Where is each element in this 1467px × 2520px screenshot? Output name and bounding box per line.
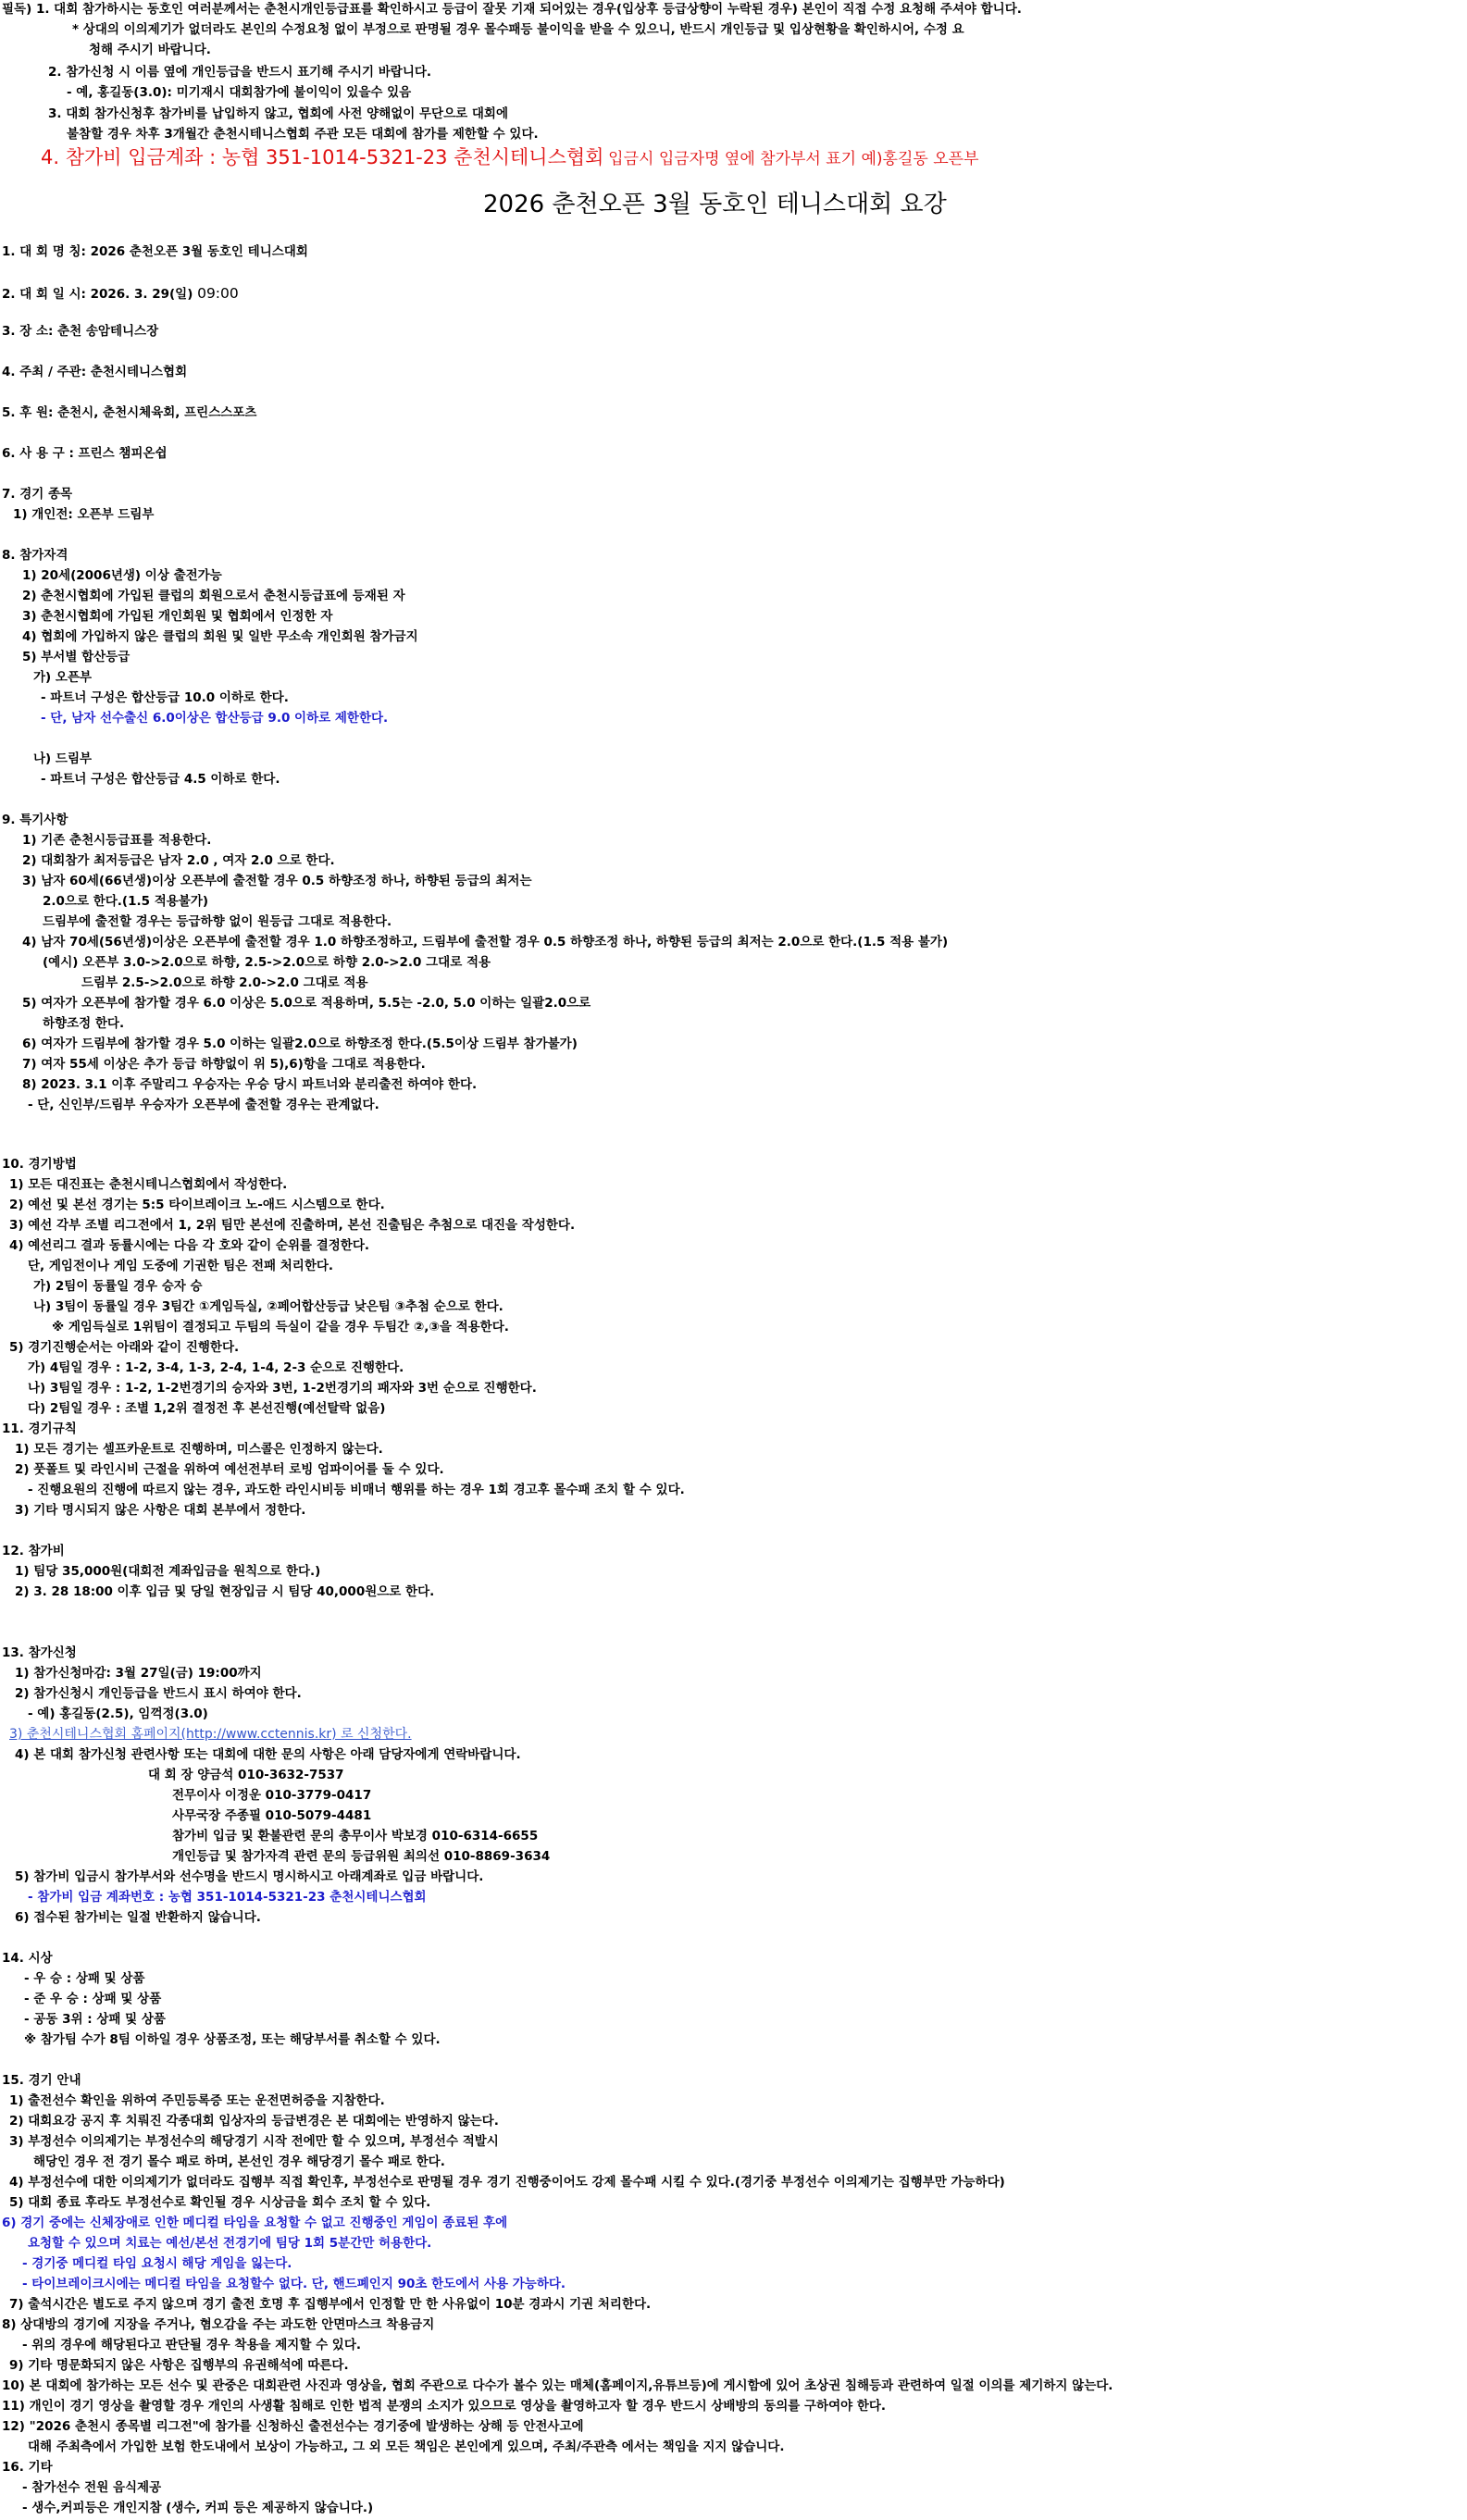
contact-line: 개인등급 및 참가자격 관련 문의 등급위원 최의선 010-8869-3634 xyxy=(172,1849,551,1864)
notice-line-3: 청해 주시기 바랍니다. xyxy=(89,43,211,57)
sec15-line: 9) 기타 명문화되지 않은 사항은 집행부의 유권해석에 따른다. xyxy=(9,2358,349,2373)
sec9-line: 7) 여자 55세 이상은 추가 등급 하향없이 위 5),6)항을 그대로 적용한다. xyxy=(22,1057,426,1072)
sec2-date xyxy=(2,287,239,302)
page-title: 2026 춘천오픈 3월 동호인 테니스대회 요강 xyxy=(483,191,947,218)
contact-line: 전무이사 이정운 010-3779-0417 xyxy=(172,1788,372,1803)
sec15-line: 3) 부정선수 이의제기는 부정선수의 해당경기 시작 전에만 할 수 있으며, 부정선수 적발시 xyxy=(9,2134,499,2149)
sec9-line: 5) 여자가 오픈부에 참가할 경우 6.0 이상은 5.0으로 적용하며, 5.5는 -2.0, 5.0 이하는 일괄2.0으로 xyxy=(22,996,591,1011)
sec10-line: 나) 3팀일 경우 : 1-2, 1-2번경기의 승자와 3번, 1-2번경기의 패자와 3번 순으로 진행한다. xyxy=(28,1381,537,1396)
contact-line: 사무국장 주종필 010-5079-4481 xyxy=(172,1808,372,1823)
sec1-name: 1. 대 회 명 칭: 2026 춘천오픈 3월 동호인 테니스대회 xyxy=(2,244,308,259)
sec13-line: 5) 참가비 입금시 참가부서와 선수명을 반드시 명시하시고 아래계좌로 입금 바랍니다. xyxy=(15,1869,484,1884)
contact-line: 참가비 입금 및 환불관련 문의 총무이사 박보경 010-6314-6655 xyxy=(172,1829,539,1843)
sec7-heading: 7. 경기 종목 xyxy=(2,487,73,502)
sec15-line: 12) "2026 춘천시 종목별 리그전"에 참가를 신청하신 출전선수는 경기중에 발생하는 상해 등 안전사고에 xyxy=(2,2419,584,2434)
account-note: 입금시 입금자명 옆에 참가부서 표기 예)홍길동 오픈부 xyxy=(608,150,979,168)
sec15-line: 2) 대회요강 공지 후 치뤄진 각종대회 입상자의 등급변경은 본 대회에는 반영하지 않는다. xyxy=(9,2114,499,2129)
sec8-line: - 파트너 구성은 합산등급 4.5 이하로 한다. xyxy=(41,772,280,787)
sec16-line: - 생수,커피등은 개인지참 (생수, 커피 등은 제공하지 않습니다.) xyxy=(22,2501,374,2515)
sec8-line: 나) 드림부 xyxy=(33,751,93,766)
sec5-sponsor: 5. 후 원: 춘천시, 춘천시체육회, 프린스스포츠 xyxy=(2,405,257,420)
sec11-line: 2) 풋폴트 및 라인시비 근절을 위하여 예선전부터 로빙 엄파이어를 둘 수 있다. xyxy=(15,1462,444,1477)
sec13-line: - 예) 홍길동(2.5), 임꺽정(3.0) xyxy=(28,1707,208,1721)
sec15-line-highlight: - 타이브레이크시에는 메디컬 타임을 요청할수 없다. 단, 핸드폐인지 90초 한도에서 사용 가능하다. xyxy=(22,2277,566,2291)
sec14-line: - 준 우 승 : 상패 및 상품 xyxy=(24,1992,162,2006)
sec15-line: 해당인 경우 전 경기 몰수 패로 하며, 본선인 경우 해당경기 몰수 패로 한다. xyxy=(33,2154,445,2169)
sec8-line: 4) 협회에 가입하지 않은 클럽의 회원 및 일반 무소속 개인회원 참가금지 xyxy=(22,629,418,644)
sec8-heading: 8. 참가자격 xyxy=(2,548,68,563)
homepage-link[interactable]: 3) 춘천시테니스협회 홈페이지(http://www.cctennis.kr) 로 신청한다. xyxy=(9,1727,412,1742)
sec9-line: 3) 남자 60세(66년생)이상 오픈부에 출전할 경우 0.5 하향조정 하나, 하향된 등급의 최저는 xyxy=(22,874,532,888)
sec10-line: 3) 예선 각부 조별 리그전에서 1, 2위 팀만 본선에 진출하며, 본선 진출팀은 추첨으로 대진을 작성한다. xyxy=(9,1218,576,1233)
sec13-line: 1) 참가신청마감: 3월 27일(금) 19:00까지 xyxy=(15,1666,262,1681)
sec13-heading: 13. 참가신청 xyxy=(2,1645,77,1660)
sec13-line: 6) 접수된 참가비는 일절 반환하지 않습니다. xyxy=(15,1910,261,1925)
sec15-line-highlight: 6) 경기 중에는 신체장애로 인한 메디컬 타임을 요청할 수 없고 진행중인 게임이 종료된 후에 xyxy=(2,2216,508,2230)
sec15-line: 5) 대회 종료 후라도 부정선수로 확인될 경우 시상금을 회수 조치 할 수 있다. xyxy=(9,2195,431,2210)
sec15-line-highlight: - 경기중 메디컬 타임 요청시 해당 게임을 잃는다. xyxy=(22,2256,292,2271)
sec14-heading: 14. 시상 xyxy=(2,1951,53,1966)
sec9-line: 8) 2023. 3.1 이후 주말리그 우승자는 우승 당시 파트너와 분리출전 하여야 한다. xyxy=(22,1077,478,1092)
sec4-host: 4. 주최 / 주관: 춘천시테니스협회 xyxy=(2,365,188,379)
notice-line-4: 2. 참가신청 시 이름 옆에 개인등급을 반드시 표기해 주시기 바랍니다. xyxy=(48,65,432,80)
sec10-line: 단, 게임전이나 게임 도중에 기권한 팀은 전패 처리한다. xyxy=(28,1259,334,1273)
sec15-line-highlight: 요청할 수 있으며 치료는 예선/본선 전경기에 팀당 1회 5분간만 허용한다. xyxy=(28,2236,432,2251)
sec9-line: 6) 여자가 드림부에 참가할 경우 5.0 이하는 일괄2.0으로 하향조정 한다.(5.5이상 드림부 참가불가) xyxy=(22,1037,578,1051)
sec15-line: 대해 주최측에서 가입한 보험 한도내에서 보상이 가능하고, 그 외 모든 책임은 본인에게 있으며, 주최/주관측 에서는 책임을 지지 않습니다. xyxy=(28,2439,785,2454)
sec15-line: - 위의 경우에 해당된다고 판단될 경우 착용을 제지할 수 있다. xyxy=(22,2338,362,2352)
sec10-line: ※ 게임득실로 1위팀이 결정되고 두팀의 득실이 같을 경우 두팀간 ②,③을 적용한다. xyxy=(52,1320,509,1334)
sec13-line: 2) 참가신청시 개인등급을 반드시 표시 하여야 한다. xyxy=(15,1686,302,1701)
sec10-line: 가) 2팀이 동률일 경우 승자 승 xyxy=(33,1279,203,1294)
sec10-line: 5) 경기진행순서는 아래와 같이 진행한다. xyxy=(9,1340,240,1355)
sec9-line: 1) 기존 춘천시등급표를 적용한다. xyxy=(22,833,212,848)
sec8-line: 1) 20세(2006년생) 이상 출전가능 xyxy=(22,568,222,583)
sec9-line: - 단, 신인부/드림부 우승자가 오픈부에 출전할 경우는 관계없다. xyxy=(28,1098,379,1112)
sec15-line: 4) 부정선수에 대한 이의제기가 없더라도 집행부 직접 확인후, 부정선수로 판명될 경우 경기 진행중이어도 강제 몰수패 시킬 수 있다.(경기중 부정선수 이의제기는 집행부만 가능하다) xyxy=(9,2175,1005,2190)
account-number-line: - 참가비 입금 계좌번호 : 농협 351-1014-5321-23 춘천시테니스협회 xyxy=(28,1890,427,1905)
sec15-line: 7) 출석시간은 별도로 주지 않으며 경기 출전 호명 후 집행부에서 인정할 만 한 사유없이 10분 경과시 기권 처리한다. xyxy=(9,2297,652,2312)
sec9-line: 2) 대회참가 최저등급은 남자 2.0 , 여자 2.0 으로 한다. xyxy=(22,853,335,868)
notice-line-2: * 상대의 이의제기가 없더라도 본인의 수정요청 없이 부정으로 판명될 경우 몰수패등 불이익을 받을 수 있으니, 반드시 개인등급 및 입상현황을 확인하시어, 수정 요 xyxy=(72,22,964,37)
sec11-line: - 진행요원의 진행에 따르지 않는 경우, 과도한 라인시비등 비매너 행위를 하는 경우 1회 경고후 몰수패 조치 할 수 있다. xyxy=(28,1483,685,1497)
sec14-line: - 우 승 : 상패 및 상품 xyxy=(24,1971,145,1986)
sec10-line: 4) 예선리그 결과 동률시에는 다음 각 호와 같이 순위를 결정한다. xyxy=(9,1238,370,1253)
sec15-line: 11) 개인이 경기 영상을 촬영할 경우 개인의 사생활 침해로 인한 법적 분쟁의 소지가 있으므로 영상을 촬영하고자 할 경우 반드시 상배방의 동의를 구하여야 한다. xyxy=(2,2399,887,2414)
sec13-line: 4) 본 대회 참가신청 관련사항 또는 대회에 대한 문의 사항은 아래 담당자에게 연락바랍니다. xyxy=(15,1747,521,1762)
sec8-line: 3) 춘천시협회에 가입된 개인회원 및 협회에서 인정한 자 xyxy=(22,609,333,624)
sec2-date-label: 2. 대 회 일 시: 2026. 3. 29(일) xyxy=(2,287,193,302)
notice-line-7: 불참할 경우 차후 3개월간 춘천시테니스협회 주관 모든 대회에 참가를 제한할 수 있다. xyxy=(67,127,539,142)
sec8-line-highlight: - 단, 남자 선수출신 6.0이상은 합산등급 9.0 이하로 제한한다. xyxy=(41,711,389,726)
sec11-heading: 11. 경기규칙 xyxy=(2,1421,77,1436)
sec10-line: 2) 예선 및 본선 경기는 5:5 타이브레이크 노-애드 시스템으로 한다. xyxy=(9,1198,385,1212)
sec9-line: 하향조정 한다. xyxy=(43,1016,125,1031)
sec14-line: - 공동 3위 : 상패 및 상품 xyxy=(24,2012,166,2027)
sec9-line: (예시) 오픈부 3.0->2.0으로 하향, 2.5->2.0으로 하향 2.0->2.0 그대로 적용 xyxy=(43,955,491,970)
sec9-heading: 9. 특기사항 xyxy=(2,813,68,827)
sec12-line: 1) 팀당 35,000원(대회전 계좌입금을 원칙으로 한다.) xyxy=(15,1564,321,1579)
contact-line: 대 회 장 양금석 010-3632-7537 xyxy=(148,1768,344,1782)
sec10-line: 가) 4팀일 경우 : 1-2, 3-4, 1-3, 2-4, 1-4, 2-3 순으로 진행한다. xyxy=(28,1360,404,1375)
notice-line-1: 필독) 1. 대회 참가하시는 동호인 여러분께서는 춘천시개인등급표를 확인하시고 등급이 잘못 기재 되어있는 경우(입상후 등급상향이 누락된 경우) 본인이 직접 수정 요청해 주셔야 합니다. xyxy=(2,2,1022,17)
sec15-heading: 15. 경기 안내 xyxy=(2,2073,81,2088)
sec9-line: 4) 남자 70세(56년생)이상은 오픈부에 출전할 경우 1.0 하향조정하고, 드림부에 출전할 경우 0.5 하향조정 하나, 하향된 등급의 최저는 2.0으로 한다.(1.5 적용 불가) xyxy=(22,935,949,950)
sec10-line: 1) 모든 대진표는 춘천시테니스협회에서 작성한다. xyxy=(9,1177,288,1192)
sec3-venue: 3. 장 소: 춘천 송암테니스장 xyxy=(2,324,159,339)
notice-line-5: - 예, 홍길동(3.0): 미기재시 대회참가에 불이익이 있을수 있음 xyxy=(67,85,412,100)
sec16-heading: 16. 기타 xyxy=(2,2460,53,2475)
notice-line-6: 3. 대회 참가신청후 참가비를 납입하지 않고, 협회에 사전 양해없이 무단으로 대회에 xyxy=(48,106,509,121)
notice-account-line xyxy=(41,148,979,168)
sec15-line: 1) 출전선수 확인을 위하여 주민등록증 또는 운전면허증을 지참한다. xyxy=(9,2093,385,2108)
sec11-line: 3) 기타 명시되지 않은 사항은 대회 본부에서 정한다. xyxy=(15,1503,306,1518)
sec8-line: 2) 춘천시협회에 가입된 클럽의 회원으로서 춘천시등급표에 등재된 자 xyxy=(22,589,405,603)
sec10-line: 나) 3팀이 동률일 경우 3팀간 ①게임득실, ②페어합산등급 낮은팀 ③추첨 순으로 한다. xyxy=(33,1299,504,1314)
sec10-line: 다) 2팀일 경우 : 조별 1,2위 결정전 후 본선진행(예선탈락 없음) xyxy=(28,1401,386,1416)
sec14-line: ※ 참가팀 수가 8팀 이하일 경우 상품조정, 또는 해당부서를 취소할 수 있다. xyxy=(24,2032,441,2047)
sec11-line: 1) 모든 경기는 셀프카운트로 진행하며, 미스콜은 인정하지 않는다. xyxy=(15,1442,383,1457)
sec16-line: - 참가선수 전원 음식제공 xyxy=(22,2480,162,2495)
sec9-line: 드림부 2.5->2.0으로 하향 2.0->2.0 그대로 적용 xyxy=(81,975,368,990)
sec7-line: 1) 개인전: 오픈부 드림부 xyxy=(13,507,155,522)
sec15-line: 8) 상대방의 경기에 지장을 주거나, 혐오감을 주는 과도한 안면마스크 착용금지 xyxy=(2,2317,435,2332)
sec8-line: 5) 부서별 합산등급 xyxy=(22,650,131,664)
sec10-heading: 10. 경기방법 xyxy=(2,1157,77,1172)
sec6-ball: 6. 사 용 구 : 프린스 챔피온쉽 xyxy=(2,446,168,461)
sec12-heading: 12. 참가비 xyxy=(2,1544,65,1558)
sec9-line: 2.0으로 한다.(1.5 적용불가) xyxy=(43,894,209,909)
sec12-line: 2) 3. 28 18:00 이후 입금 및 당일 현장입금 시 팀당 40,000원으로 한다. xyxy=(15,1584,435,1599)
sec15-line: 10) 본 대회에 참가하는 모든 선수 및 관중은 대회관련 사진과 영상을, 협회 주관으로 다수가 볼수 있는 매체(홈페이지,유튜브등)에 게시함에 있어 초상권 침해등과 관련하여 일절 이의를 제기하지 않는다. xyxy=(2,2378,1113,2393)
sec9-line: 드림부에 출전할 경우는 등급하향 없이 원등급 그대로 적용한다. xyxy=(43,914,392,929)
sec8-line: - 파트너 구성은 합산등급 10.0 이하로 한다. xyxy=(41,690,289,705)
sec2-time: 09:00 xyxy=(197,285,239,302)
account-info: 4. 참가비 입금계좌 : 농협 351-1014-5321-23 춘천시테니스협회 xyxy=(41,146,604,168)
sec8-line: 가) 오픈부 xyxy=(33,670,93,685)
